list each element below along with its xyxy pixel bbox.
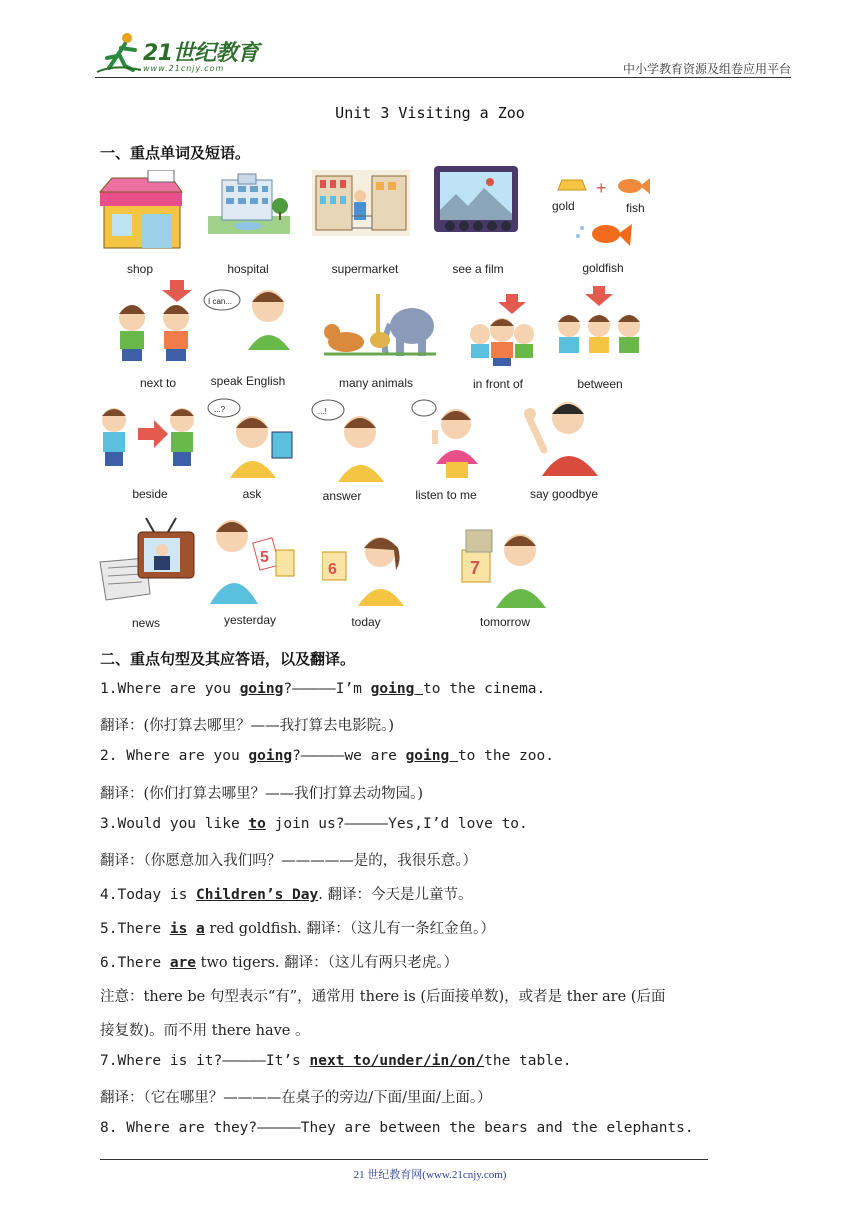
page-header <box>95 30 791 80</box>
translation-7: 翻译：（它在哪里？————在桌子的旁边/下面/里面/上面。） <box>100 1090 492 1106</box>
s3-key: to <box>248 816 266 832</box>
vocab-label-in-front-of: in front of <box>472 377 524 391</box>
sentence-8: 8. Where are they?—————They are between the bears and the elephants. <box>100 1120 694 1136</box>
vocab-label-say-goodbye: say goodbye <box>529 487 599 501</box>
vocab-label-beside: beside <box>132 487 168 501</box>
answer-bubble-text: ...! <box>318 407 327 416</box>
vocab-label-shop: shop <box>126 262 154 276</box>
sentence-5 <box>100 917 495 938</box>
today-icon <box>322 530 412 606</box>
note-line-1: 注意：there be 句型表示“有”，通常用 there is (后面接单数)，或者是 ther are (后面 <box>100 989 666 1005</box>
vocab-label-many-animals: many animals <box>338 376 414 390</box>
s1-key: going <box>370 681 424 697</box>
s6-part: two tigers. 翻译：（这儿有两只老虎。） <box>196 955 459 971</box>
answer-icon <box>310 398 386 482</box>
header-divider <box>95 77 791 78</box>
hospital-icon <box>208 172 290 234</box>
goldfish-icon <box>552 168 652 248</box>
svg-text:+: + <box>596 178 607 198</box>
next-to-icon <box>104 280 204 362</box>
s7-key: next to/under/in/on/ <box>309 1053 485 1069</box>
goodbye-icon <box>522 394 606 476</box>
vocab-label-tomorrow: tomorrow <box>479 615 530 629</box>
s5-part <box>187 921 196 937</box>
between-icon <box>554 286 644 366</box>
vocab-label-between: between <box>577 377 623 391</box>
vocab-label-yesterday: yesterday <box>223 613 277 627</box>
s1-part: to the cinema. <box>423 681 546 697</box>
speak-bubble-text: I can... <box>208 297 233 306</box>
s7-part: 7.Where is it?—————It’s <box>100 1053 310 1069</box>
page-title: Unit 3 Visiting a Zoo <box>335 104 525 122</box>
section-heading-vocab: 一、重点单词及短语。 <box>100 144 251 162</box>
vocab-label-goldfish: goldfish <box>582 261 624 275</box>
logo-url: www.21cnjy.com <box>143 64 225 73</box>
vocab-label-news: news <box>131 616 160 630</box>
s2-part: ?—————we are <box>292 748 406 764</box>
beside-icon <box>98 404 200 468</box>
translation-2: 翻译：(你们打算去哪里？——我们打算去动物园。) <box>100 786 424 802</box>
s7-part: the table. <box>484 1053 572 1069</box>
vocab-label-next-to: next to <box>139 376 177 390</box>
tomorrow-icon <box>456 526 552 608</box>
vocab-label-supermarket: supermarket <box>331 262 399 276</box>
s5-key: a <box>196 921 205 937</box>
sentence-3 <box>100 816 528 832</box>
vocab-label-today: today <box>351 615 381 629</box>
s5-part: red goldfish. 翻译：（这儿有一条红金鱼。） <box>204 921 495 937</box>
vocab-label-ask: ask <box>242 487 262 501</box>
vocab-label-answer: answer <box>322 489 362 503</box>
yesterday-icon <box>206 514 296 604</box>
s1-part: 1.Where are you <box>100 681 240 697</box>
vocab-label-listen-to-me: listen to me <box>415 488 477 502</box>
vocab-label-hospital: hospital <box>227 262 269 276</box>
sentence-4 <box>100 883 472 904</box>
listen-icon <box>408 394 484 480</box>
sentence-7 <box>100 1053 571 1069</box>
s5-key: is <box>169 921 188 937</box>
shop-icon <box>98 170 184 252</box>
s4-part: 4.Today is <box>100 887 197 903</box>
platform-name: 中小学教育资源及组卷应用平台 <box>622 62 791 76</box>
yesterday-calendar-number: 5 <box>260 549 269 566</box>
s2-key: going <box>405 748 458 764</box>
runner-logo-icon <box>95 30 145 74</box>
site-logo <box>95 30 265 74</box>
s5-part: 5.There <box>100 921 170 937</box>
logo-text: 21世纪教育 <box>143 41 259 66</box>
animals-icon <box>316 292 438 360</box>
s2-part: 2. Where are you <box>100 748 249 764</box>
sentence-2 <box>100 748 554 764</box>
ask-icon <box>206 398 298 478</box>
gold-word: gold <box>552 199 575 213</box>
vocab-label-speak-english: speak English <box>210 374 286 388</box>
section-heading-sentences: 二、重点句型及其应答语，以及翻译。 <box>100 650 356 668</box>
sentence-1 <box>100 681 545 697</box>
speak-english-icon <box>202 284 296 350</box>
translation-1: 翻译：(你打算去哪里？——我打算去电影院。) <box>100 718 395 734</box>
translation-3: 翻译：（你愿意加入我们吗？—————是的，我很乐意。） <box>100 853 477 869</box>
supermarket-icon <box>312 170 410 236</box>
ask-bubble-text: ...? <box>214 405 226 414</box>
tomorrow-calendar-number: 7 <box>470 558 481 578</box>
film-icon <box>434 166 518 232</box>
news-icon <box>98 514 198 604</box>
s6-key: are <box>169 955 197 971</box>
s1-part: ?—————I’m <box>283 681 371 697</box>
s6-part: 6.There <box>100 955 170 971</box>
s3-part: 3.Would you like <box>100 816 249 832</box>
today-calendar-number: 6 <box>328 561 337 578</box>
footer-link[interactable]: 21 世纪教育网(www.21cnjy.com) <box>353 1169 507 1181</box>
vocab-label-see-a-film: see a film <box>452 262 504 276</box>
s3-part: join us?—————Yes,I’d love to. <box>265 816 528 832</box>
footer-divider <box>100 1159 708 1160</box>
fish-word: fish <box>626 201 645 215</box>
sentence-6 <box>100 951 458 972</box>
note-line-2: 接复数)。而不用 there have 。 <box>100 1023 310 1039</box>
s4-key: Children’s Day <box>196 887 319 903</box>
s2-part: to the zoo. <box>457 748 554 764</box>
in-front-of-icon <box>466 294 538 366</box>
s4-part: . 翻译：今天是儿童节。 <box>318 887 473 903</box>
s1-key: going <box>239 681 284 697</box>
s2-key: going <box>248 748 293 764</box>
